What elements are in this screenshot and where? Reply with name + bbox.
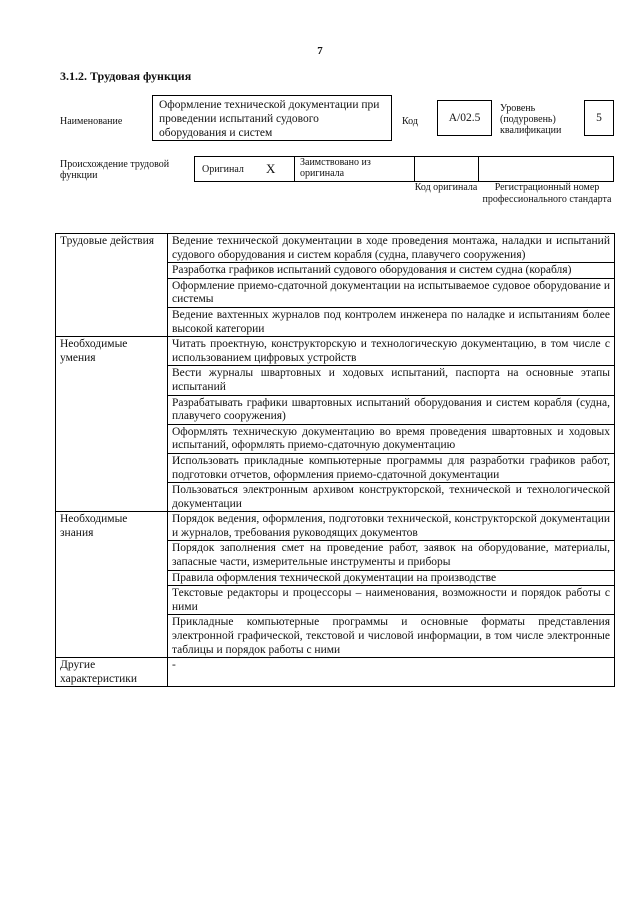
- table-row: [56, 234, 615, 263]
- level-value: 5: [596, 112, 602, 124]
- section-item: -: [168, 658, 615, 687]
- level-box: [584, 100, 614, 136]
- code-value: А/02.5: [448, 112, 481, 124]
- function-details-table: [55, 233, 615, 687]
- section-item: Пользоваться электронным архивом конструкторской, технической и технологической документации: [168, 483, 615, 512]
- section-item: Порядок заполнения смет на проведение работ, заявок на оборудование, материалы, запасные части, измерительные инструменты и приборы: [168, 541, 615, 570]
- section-name: Трудовые действия: [56, 234, 168, 337]
- level-label: Уровень (подуровень) квалификации: [500, 103, 562, 136]
- section-item: Разработка графиков испытаний судового оборудования и систем судна (корабля): [168, 263, 615, 279]
- section-name: Необходимые умения: [56, 337, 168, 512]
- function-name-box: [152, 95, 392, 141]
- section-title: 3.1.2. Трудовая функция: [60, 69, 192, 83]
- section-item: Читать проектную, конструкторскую и технологическую документацию, в том числе с использованием цифровых устройств: [168, 337, 615, 366]
- table-row: [56, 658, 615, 687]
- table-row: [56, 512, 615, 541]
- section-item: Текстовые редакторы и процессоры – наименования, возможности и порядок работы с ними: [168, 586, 615, 615]
- section-item: Порядок ведения, оформления, подготовки технической, конструкторской документации и журналов, требования руководящих документов: [168, 512, 615, 541]
- original-mark: X: [266, 161, 276, 176]
- code-original-caption: Код оригинала: [414, 182, 478, 193]
- section-name: Другие характеристики: [56, 658, 168, 687]
- section-item: Оформлять техническую документацию во время проведения швартовных и ходовых испытаний, оформлять приемо-сдаточную документацию: [168, 424, 615, 453]
- section-item: Прикладные компьютерные программы и основные форматы представления электронной графической, текстовой и числовой информации, в том числе электронные таблицы и порядок работы с ними: [168, 615, 615, 658]
- original-label: Оригинал: [202, 164, 244, 175]
- section-item: Ведение технической документации в ходе проведения монтажа, наладки и испытаний судового оборудования и систем корабля (судна, плавучего сооружения): [168, 234, 615, 263]
- code-label: Код: [402, 116, 418, 127]
- section-name: Необходимые знания: [56, 512, 168, 658]
- page-number: 7: [317, 45, 323, 57]
- section-item: Вести журналы швартовных и ходовых испытаний, паспорта на основные этапы испытаний: [168, 366, 615, 395]
- section-item: Ведение вахтенных журналов под контролем инженера по наладке и испытаниям более высокой категории: [168, 307, 615, 336]
- code-box: [437, 100, 492, 136]
- origin-divider-1: [294, 156, 295, 182]
- function-name-value: Оформление технической документации при проведении испытаний судового оборудования и систем: [159, 99, 380, 139]
- origin-divider-3: [478, 156, 479, 182]
- section-item: Использовать прикладные компьютерные программы для разработки графиков работ, подготовки отчетов, оформления приемо-сдаточной документации: [168, 453, 615, 482]
- table-row: [56, 337, 615, 366]
- origin-label: Происхождение трудовой функции: [60, 159, 170, 181]
- name-label: Наименование: [60, 116, 123, 127]
- section-item: Разрабатывать графики швартовных испытаний оборудования и систем корабля (судна, плавучего сооружения): [168, 395, 615, 424]
- section-item: Правила оформления технической документации на производстве: [168, 570, 615, 586]
- borrowed-label: Заимствовано из оригинала: [300, 157, 371, 179]
- section-item: Оформление приемо-сдаточной документации на испытываемое судовое оборудование и системы: [168, 278, 615, 307]
- origin-divider-2: [414, 156, 415, 182]
- reg-number-caption: Регистрационный номер профессионального стандарта: [482, 182, 612, 205]
